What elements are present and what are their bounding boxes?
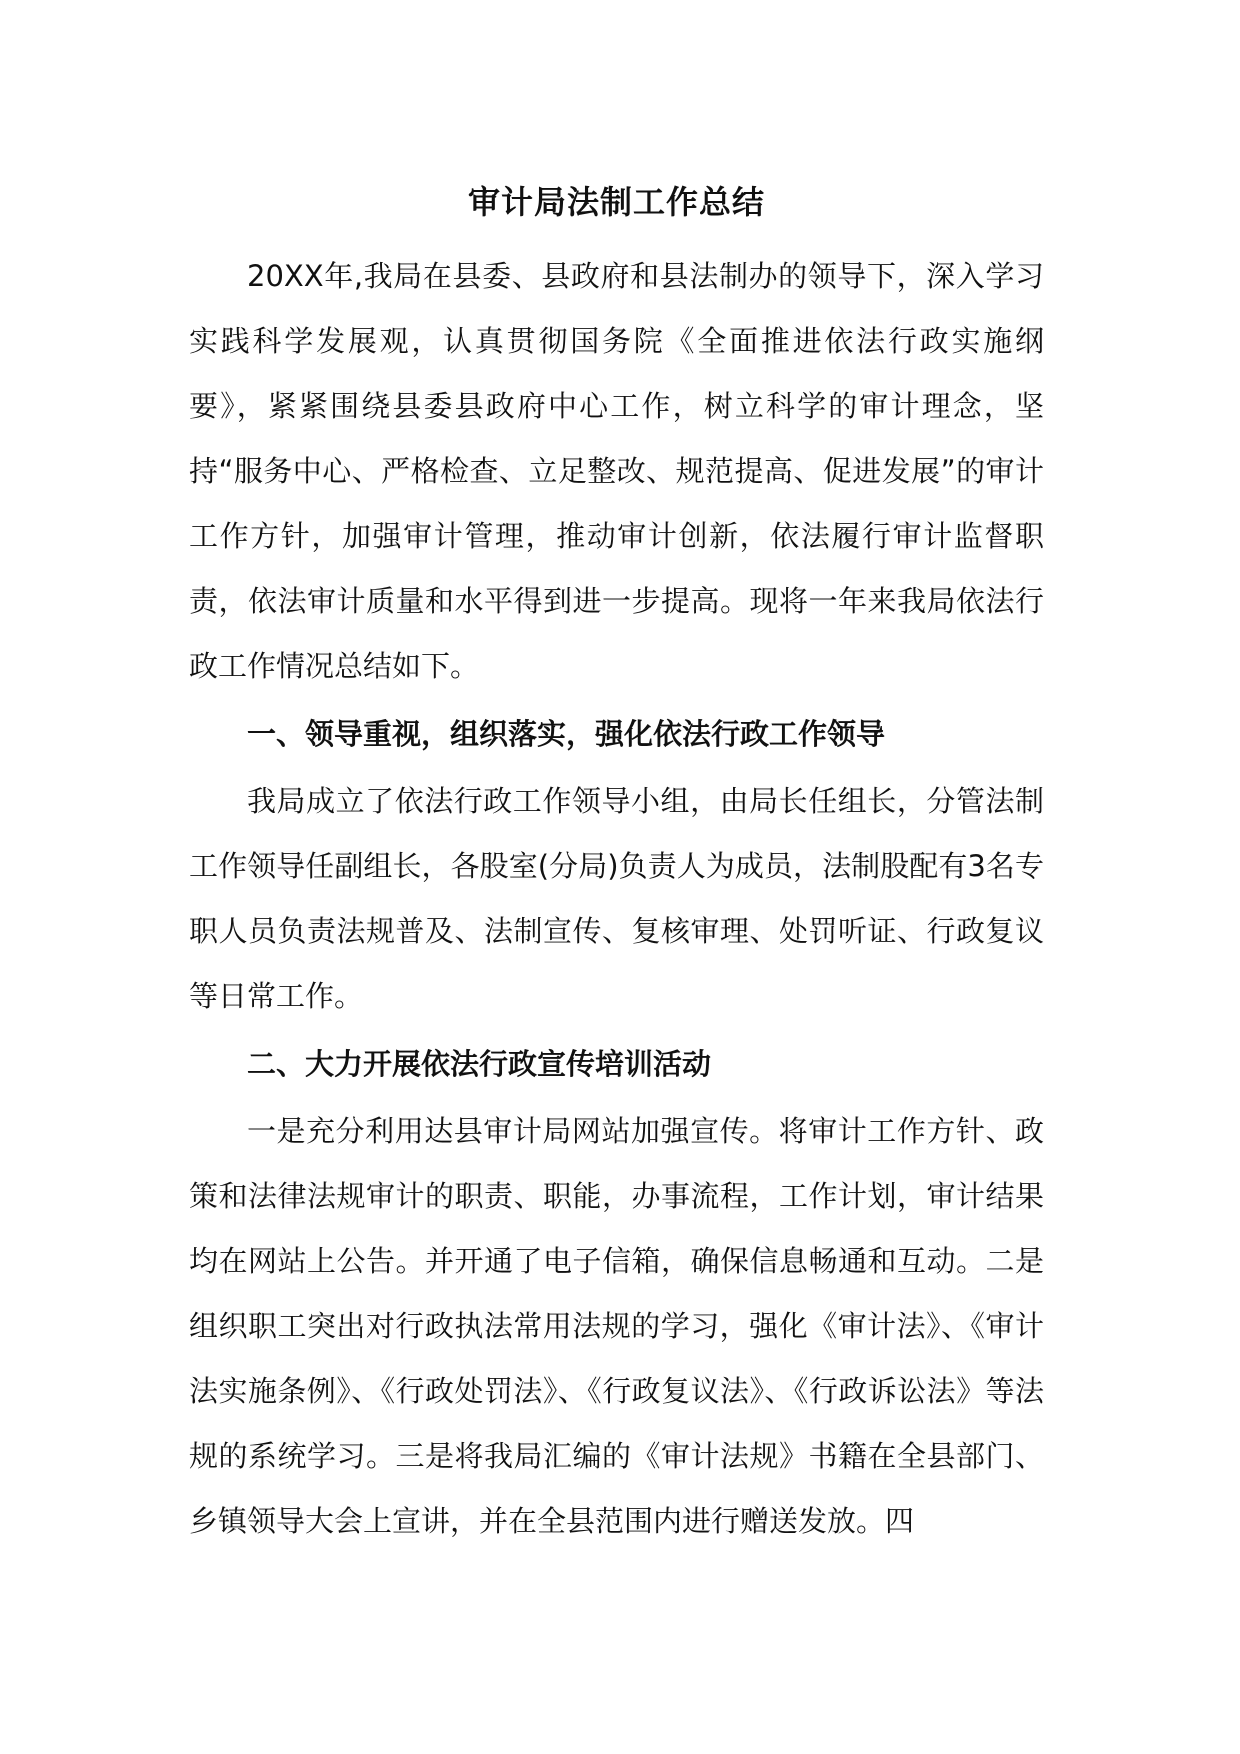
section-heading-1: 一、领导重视，组织落实，强化依法行政工作领导	[247, 717, 886, 751]
document-title: 审计局法制工作总结	[467, 183, 765, 221]
document-body	[189, 174, 1044, 1554]
section-heading-2: 二、大力开展依法行政宣传培训活动	[247, 1047, 712, 1081]
section-2-paragraph: 一是充分利用达县审计局网站加强宣传。将审计工作方针、政策和法律法规审计的职责、职能，办事流程，工作计划，审计结果均在网站上公告。并开通了电子信箱，确保信息畅通和互动。二是组织职工突出对行政执法常用法规的学习，强化《审计法》、《审计法实施条例》、《行政处罚法》、《行政复议法》、《行政诉讼法》等法规的系统学习。三是将我局汇编的《审计法规》书籍在全县部门、乡镇领导大会上宣讲，并在全县范围内进行赠送发放。四	[189, 1114, 1044, 1538]
section-1-paragraph: 我局成立了依法行政工作领导小组，由局长任组长，分管法制工作领导任副组长，各股室(分局)负责人为成员，法制股配有3名专职人员负责法规普及、法制宣传、复核审理、处罚听证、行政复议等日常工作。	[189, 784, 1044, 1013]
intro-paragraph: 20XX年,我局在县委、县政府和县法制办的领导下，深入学习实践科学发展观，认真贯彻国务院《全面推进依法行政实施纲要》，紧紧围绕县委县政府中心工作，树立科学的审计理念，坚持“服务中心、严格检查、立足整改、规范提高、促进发展”的审计工作方针，加强审计管理，推动审计创新，依法履行审计监督职责，依法审计质量和水平得到进一步提高。现将一年来我局依法行政工作情况总结如下。	[189, 259, 1044, 683]
